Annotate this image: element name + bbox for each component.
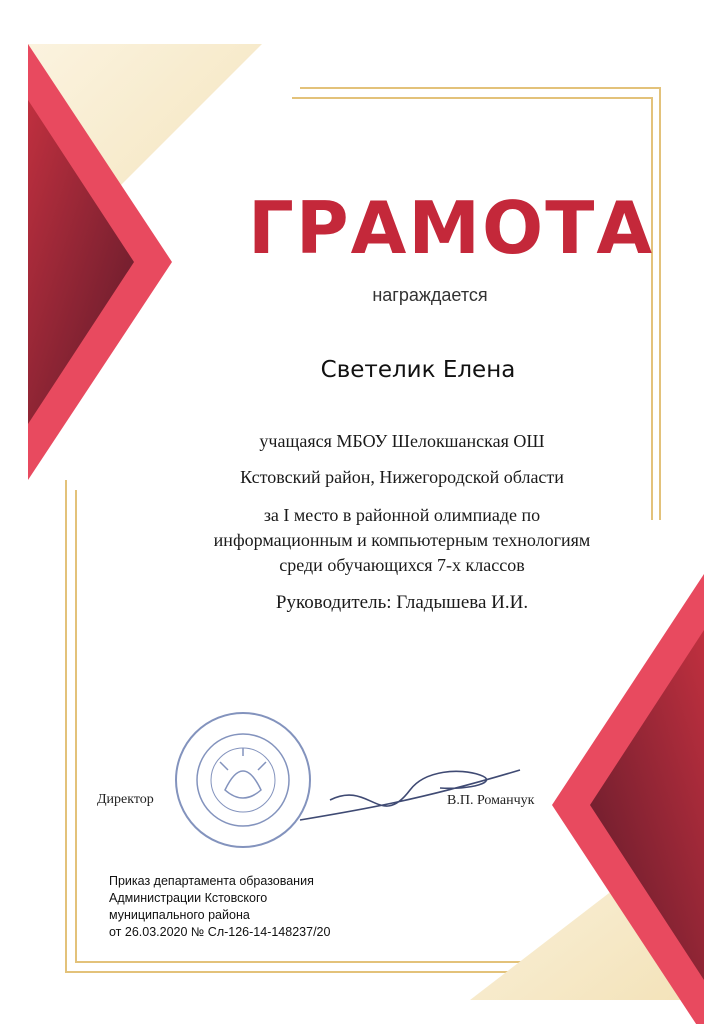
- order-line: от 26.03.2020 № Сл-126-14-148237/20: [109, 925, 331, 939]
- signature-role: Директор: [97, 792, 154, 807]
- recipient-name: Светелик Елена: [320, 357, 516, 383]
- order-info: [109, 873, 429, 941]
- school-stamp: [176, 713, 310, 847]
- order-line: муниципального района: [109, 908, 250, 922]
- recipient-school: учащаяся МБОУ Шелокшанская ОШ: [259, 431, 545, 451]
- certificate-title: ГРАМОТА: [248, 186, 655, 270]
- award-reason-line-2: информационным и компьютерным технологиям: [213, 530, 591, 550]
- recipient-region: Кстовский район, Нижегородской области: [240, 467, 564, 487]
- order-line: Администрации Кстовского: [109, 891, 268, 905]
- supervisor: Руководитель: Гладышева И.И.: [275, 592, 529, 613]
- award-reason-line-3: среди обучающихся 7-х классов: [279, 555, 525, 575]
- certificate-subtitle: награждается: [372, 285, 488, 305]
- order-line: Приказ департамента образования: [109, 874, 314, 888]
- signer-name: В.П. Романчук: [447, 793, 535, 808]
- award-reason-line-1: за I место в районной олимпиаде по: [263, 505, 541, 525]
